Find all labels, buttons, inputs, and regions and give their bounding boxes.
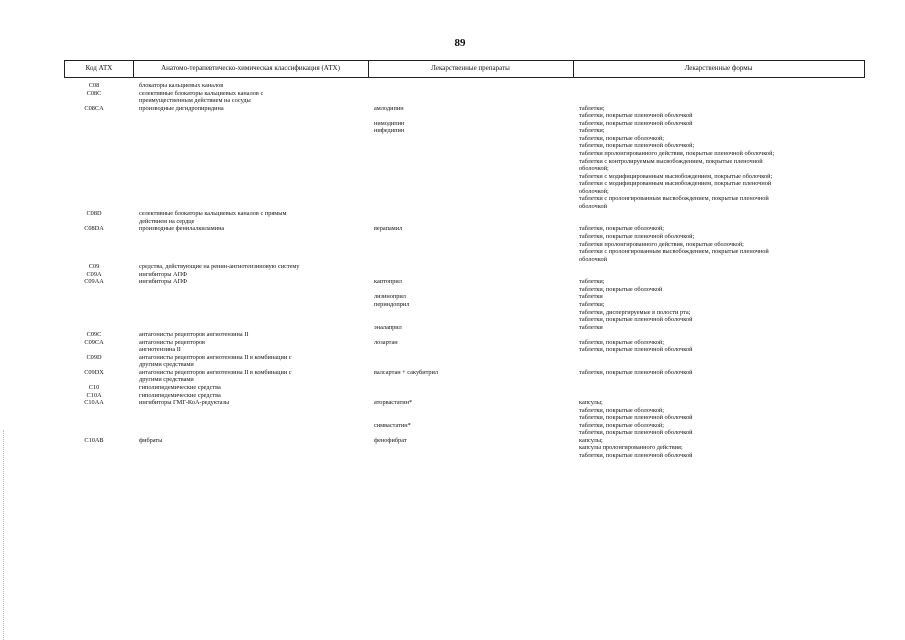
- cell-code: C09CA: [84, 338, 104, 346]
- cell-code: C08DA: [84, 225, 104, 233]
- cell-classification: ингибиторы АПФ: [139, 270, 188, 278]
- cell-code: C08C: [86, 89, 102, 97]
- cell-form: таблетки, покрытые пленочной оболочкой: [579, 119, 693, 127]
- cell-form: таблетки пролонгированного действия, покрытые пленочной оболочкой;: [579, 149, 775, 157]
- cell-code: C10: [88, 384, 100, 391]
- cell-code: C09D: [86, 353, 102, 361]
- page-number: 89: [454, 37, 466, 49]
- cell-form: оболочкой: [579, 255, 607, 263]
- cell-drug: лозартан: [374, 338, 398, 346]
- cell-classification: антагонисты рецепторов: [139, 338, 206, 346]
- cell-form: таблетки с модифицированным высвобождением, покрытые оболочкой;: [579, 172, 773, 180]
- cell-form: таблетки, покрытые оболочкой: [579, 285, 663, 293]
- cell-form: таблетки, покрытые оболочкой;: [579, 338, 664, 346]
- header-drugs: Лекарственные препараты: [368, 60, 574, 78]
- cell-form: оболочкой;: [579, 187, 609, 195]
- cell-classification: другими средствами: [139, 361, 194, 369]
- cell-code: C09: [88, 263, 100, 271]
- cell-classification: селективные блокаторы кальциевых каналов с прямым: [139, 210, 287, 218]
- cell-classification: ангиотензина II: [139, 346, 181, 354]
- cell-form: таблетки с пролонгированным высвобождением, покрытые пленочной: [579, 248, 769, 256]
- cell-form: таблетки, покрытые пленочной оболочкой: [579, 112, 693, 120]
- cell-form: таблетки, покрытые пленочной оболочкой: [579, 346, 693, 354]
- cell-classification: действием на сердце: [139, 217, 195, 225]
- cell-drug: симвастатин*: [374, 421, 411, 429]
- cell-form: таблетки, покрытые пленочной оболочкой;: [579, 233, 695, 240]
- cell-classification: ингибиторы АПФ: [139, 278, 188, 286]
- cell-form: таблетки: [579, 323, 603, 331]
- cell-form: таблетки, покрытые пленочной оболочкой: [579, 368, 693, 376]
- cell-classification: фибраты: [139, 436, 163, 444]
- cell-drug: нифедипин: [374, 127, 405, 135]
- cell-drug: аторвастатин*: [374, 399, 413, 407]
- cell-form: таблетки, покрытые оболочкой;: [579, 134, 664, 142]
- cell-drug: валсартан + сакубитрил: [374, 368, 439, 376]
- cell-code: C09AA: [84, 278, 104, 286]
- cell-form: таблетки, диспергируемые в полости рта;: [579, 308, 691, 316]
- cell-classification: селективные блокаторы кальциевых каналов с: [139, 89, 264, 97]
- cell-classification: гиполипидемические средства: [139, 384, 221, 391]
- cell-code: C09A: [86, 270, 102, 278]
- cell-code: C10A: [86, 391, 102, 399]
- cell-form: таблетки с модифицированным высвобождением, покрытые пленочной: [579, 180, 772, 188]
- cell-code: C09C: [86, 331, 102, 339]
- cell-drug: верапамил: [374, 225, 403, 233]
- cell-code: C10AA: [84, 399, 104, 407]
- cell-form: таблетки, покрытые пленочной оболочкой: [579, 316, 693, 324]
- cell-classification: блокаторы кальциевых каналов: [139, 82, 224, 89]
- cell-classification: производные дигидропиридина: [139, 104, 224, 112]
- cell-form: оболочкой;: [579, 165, 609, 173]
- margin-scan-line: [3, 430, 5, 640]
- cell-form: капсулы;: [579, 436, 603, 444]
- cell-code: C09DX: [84, 368, 104, 376]
- cell-form: таблетки;: [579, 300, 605, 308]
- cell-classification: гиполипидемические средства: [139, 391, 221, 399]
- cell-classification: ингибиторы ГМГ-КоА-редуктазы: [139, 399, 230, 407]
- cell-drug: лизиноприл: [374, 293, 406, 301]
- cell-classification: средства, действующие на ренин-ангиотензиновую систему: [139, 263, 300, 271]
- cell-code: C08: [88, 82, 100, 89]
- cell-form: таблетки, покрытые пленочной оболочкой;: [579, 142, 695, 150]
- cell-drug: периндоприл: [374, 300, 410, 308]
- cell-form: таблетки с пролонгированным высвобождением, покрытые пленочной: [579, 195, 769, 203]
- cell-form: таблетки, покрытые пленочной оболочкой: [579, 414, 693, 422]
- cell-form: таблетки;: [579, 127, 605, 135]
- cell-form: таблетки: [579, 293, 603, 301]
- header-forms: Лекарственные формы: [573, 60, 865, 78]
- cell-code: C08D: [86, 210, 102, 218]
- cell-code: C08CA: [84, 104, 104, 112]
- cell-classification: антагонисты рецепторов ангиотензина II в комбинации с: [139, 353, 292, 361]
- cell-code: C10AB: [84, 436, 104, 444]
- cell-form: таблетки, покрытые пленочной оболочкой: [579, 451, 693, 459]
- cell-classification: антагонисты рецепторов ангиотензина II в комбинации с: [139, 368, 292, 376]
- cell-classification: преимущественным действием на сосуды: [139, 97, 251, 105]
- cell-drug: эналаприл: [374, 323, 402, 331]
- cell-form: таблетки, покрытые оболочкой;: [579, 421, 664, 429]
- cell-form: таблетки, покрытые оболочкой;: [579, 225, 664, 233]
- header-code: Код АТХ: [64, 60, 134, 78]
- cell-classification: другими средствами: [139, 376, 194, 384]
- cell-form: таблетки, покрытые оболочкой;: [579, 406, 664, 414]
- cell-classification: антагонисты рецепторов ангиотензина II: [139, 331, 249, 339]
- header-classification: Анатомо-терапевтическо-химическая классификация (АТХ): [133, 60, 369, 78]
- cell-form: оболочкой: [579, 202, 607, 210]
- cell-form: таблетки, покрытые пленочной оболочкой: [579, 429, 693, 437]
- cell-form: капсулы пролонгированного действия;: [579, 444, 683, 452]
- cell-form: таблетки с контролируемым высвобождением, покрытые пленочной: [579, 157, 763, 165]
- cell-form: таблетки;: [579, 104, 605, 112]
- cell-drug: фенофибрат: [374, 436, 407, 444]
- cell-drug: каптоприл: [374, 278, 402, 286]
- cell-drug: нимодипин: [374, 119, 405, 127]
- cell-form: капсулы;: [579, 399, 603, 407]
- cell-form: таблетки;: [579, 278, 605, 286]
- cell-drug: амлодипин: [374, 104, 404, 112]
- cell-form: таблетки пролонгированного действия, покрытые оболочкой;: [579, 240, 744, 248]
- cell-classification: производные фенилалкиламина: [139, 225, 225, 233]
